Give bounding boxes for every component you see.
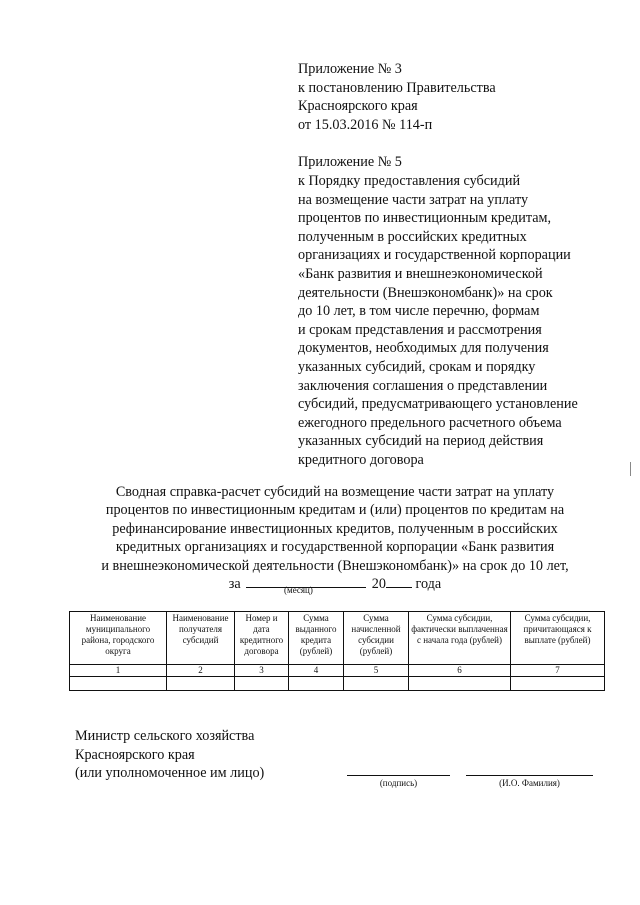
calculation-table (69, 611, 605, 691)
table-cell[interactable] (409, 677, 511, 691)
annex2-line: кредитного договора (298, 451, 424, 468)
column-header: Сумма выданного кредита (рублей) (289, 612, 344, 665)
annex-line: Приложение № 3 (298, 61, 402, 77)
table-cell[interactable] (235, 677, 289, 691)
column-header: Сумма субсидии, фактически выплаченная с начала года (рублей) (409, 612, 511, 665)
column-header: Сумма начисленной субсидии (рублей) (344, 612, 409, 665)
annex-line: Красноярского края (298, 98, 418, 115)
annex2-line: субсидий, предусматривающего установление (298, 396, 578, 413)
name-blank[interactable] (466, 775, 593, 776)
column-number: 6 (409, 665, 511, 677)
column-number: 2 (167, 665, 235, 677)
document-title (50, 483, 620, 593)
annex2-line: документов, необходимых для получения (298, 340, 549, 357)
signature-blank[interactable] (347, 775, 450, 776)
column-number: 1 (70, 665, 167, 677)
table-number-row (70, 665, 605, 677)
annex2-line: организациях и государственной корпорации (298, 247, 571, 264)
column-header: Номер и дата кредитного договора (235, 612, 289, 665)
title-line: и внешнеэкономической деятельности (Внешэкономбанк)» на срок до 10 лет, (101, 557, 569, 574)
annex-line: от 15.03.2016 № 114-п (298, 116, 433, 133)
title-line: кредитных организациях и государственной корпорации «Банк развития (115, 539, 555, 556)
annex-header (298, 60, 628, 469)
annex-spacer (298, 134, 628, 153)
signatory-line: Красноярского края (75, 746, 195, 763)
table-cell[interactable] (289, 677, 344, 691)
annex2-line: заключения соглашения о представлении (298, 377, 548, 394)
annex2-line: деятельности (Внешэкономбанк)» на срок (298, 284, 553, 301)
annex2-line: и срокам представления и рассмотрения (298, 321, 542, 338)
annex2-line: Приложение № 5 (298, 154, 402, 171)
annex2-line: процентов по инвестиционным кредитам, (298, 210, 552, 227)
signatory-line: (или уполномоченное им лицо) (75, 765, 265, 782)
column-number: 5 (344, 665, 409, 677)
annex2-line: «Банк развития и внешнеэкономической (298, 265, 543, 282)
table-cell[interactable] (511, 677, 605, 691)
scan-edge-mark (630, 462, 631, 476)
table-cell[interactable] (344, 677, 409, 691)
column-header: Наименование муниципального района, городского округа (70, 612, 167, 665)
year-prefix: 20 (371, 576, 386, 593)
annex2-line: на возмещение части затрат на уплату (298, 191, 529, 208)
title-line: процентов по инвестиционным кредитам и (или) процентов по кредитам на (105, 502, 565, 519)
annex-line: к постановлению Правительства (298, 79, 496, 96)
period-suffix: года (415, 576, 442, 593)
table-cell[interactable] (70, 677, 167, 691)
year-blank[interactable] (386, 575, 412, 588)
table-row (70, 677, 605, 691)
name-caption: (И.О. Фамилия) (499, 778, 560, 788)
signatory-line: Министр сельского хозяйства (75, 728, 255, 744)
signatory-block (75, 727, 264, 783)
title-line: Сводная справка-расчет субсидий на возмещение части затрат на уплату (115, 484, 555, 500)
column-header: Наименование получателя субсидий (167, 612, 235, 665)
signature-caption: (подпись) (379, 778, 418, 788)
table-header-row (70, 612, 605, 665)
annex2-line: указанных субсидий, срокам и порядку (298, 358, 536, 375)
column-number: 4 (289, 665, 344, 677)
column-number: 3 (235, 665, 289, 677)
column-number: 7 (511, 665, 605, 677)
annex2-line: полученным в российских кредитных (298, 228, 527, 245)
column-header: Сумма субсидии, причитающаяся к выплате (рублей) (511, 612, 605, 665)
period-prefix: за (228, 576, 241, 593)
annex2-line: к Порядку предоставления субсидий (298, 172, 521, 189)
month-caption: (месяц) (284, 585, 313, 595)
annex2-line: до 10 лет, в том числе перечню, формам (298, 303, 540, 320)
annex2-line: указанных субсидий на период действия (298, 433, 544, 450)
title-line: рефинансирование инвестиционных кредитов, полученным в российских (112, 520, 558, 537)
annex2-line: ежегодного предельного расчетного объема (298, 414, 562, 431)
period-line (50, 575, 620, 593)
table-cell[interactable] (167, 677, 235, 691)
